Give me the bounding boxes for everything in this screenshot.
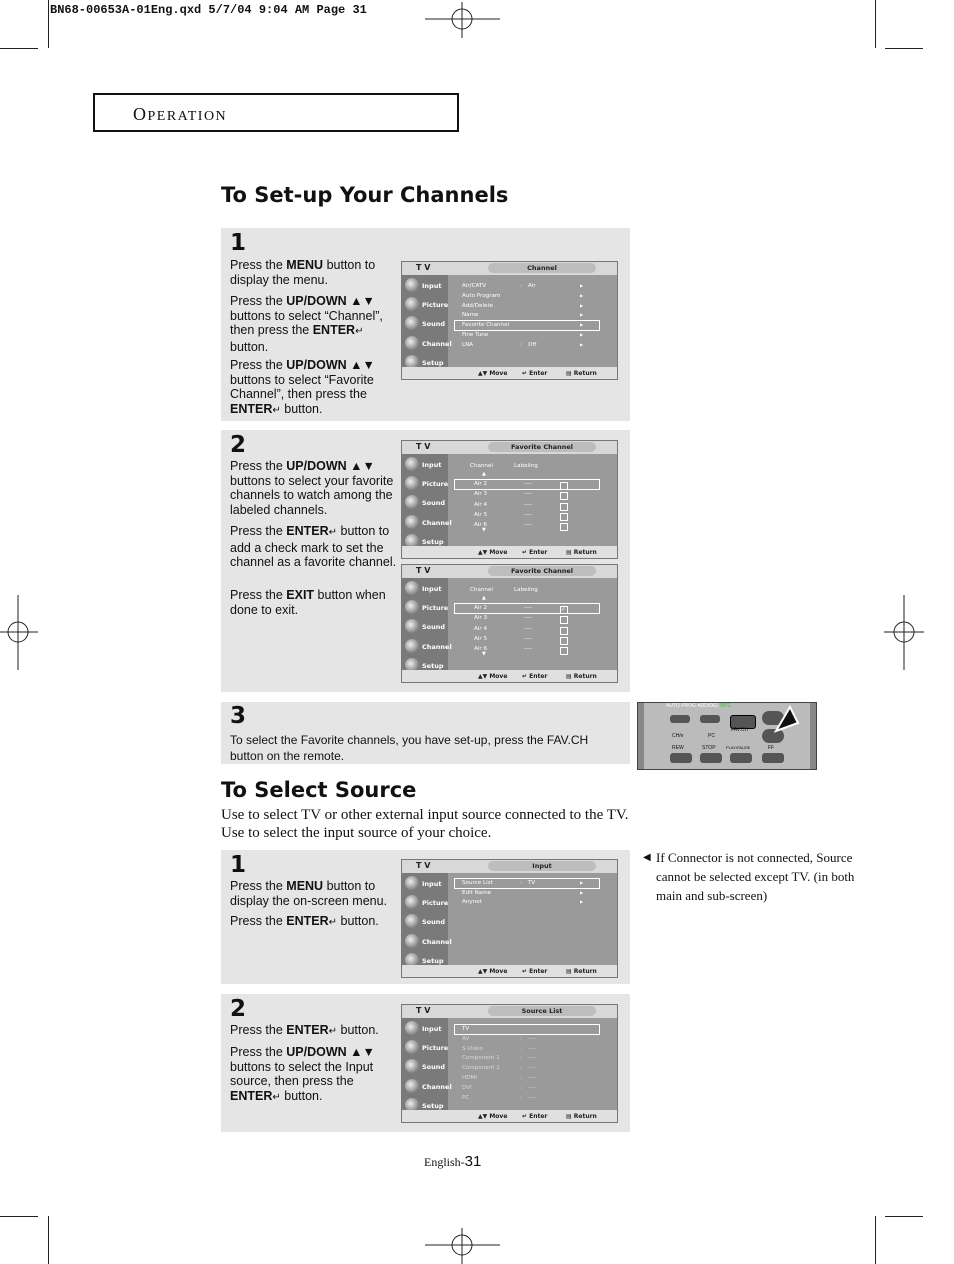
osd-side-label: Picture xyxy=(422,1044,449,1052)
osd-menu-icon xyxy=(405,1059,419,1073)
enter-icon: ↵ xyxy=(328,917,338,928)
osd-side-label: Channel xyxy=(422,1083,452,1091)
step-text: Press the MENU button to display the on-screen menu. xyxy=(230,879,388,908)
osd-channel-label: Air 3 xyxy=(474,491,488,498)
osd-menu-icon xyxy=(405,278,419,292)
osd-side-label: Input xyxy=(422,282,442,290)
osd-side-label: Setup xyxy=(422,1102,444,1110)
osd-source-list: T V Source List Input Picture Sound Channel Setup ▲▼ Move ↵ Enter ▤ Return TV AV : ---- S-Video : ---- Component 1 : ---- Component 2 : ---- HDMI : ---- DVI : ---- PC : ---- xyxy=(401,1004,618,1123)
step-text: Press the UP/DOWN ▲▼ buttons to select your favorite channels to watch among the labeled channels. xyxy=(230,459,394,517)
source-intro-2: Use to select the input source of your choice. xyxy=(221,825,492,841)
osd-side-label: Channel xyxy=(422,643,452,651)
osd-side-item xyxy=(404,913,448,931)
enter-icon: ↵ xyxy=(272,404,281,416)
osd-side-label: Channel xyxy=(422,938,452,946)
triangle-left-icon: ◀ xyxy=(643,852,651,863)
osd-favorite-menu-unchecked: T V Favorite Channel Input Picture Sound Channel Setup Channel Labeling ▲ ▼ ▲▼ Move ↵ Enter ▤ Return Air 2 ---- Air 3 ---- Air 4 ---- Air 5 ---- Air 6 ---- xyxy=(401,440,618,559)
registration-mark-top xyxy=(425,2,500,40)
osd-side-label: Sound xyxy=(422,499,446,507)
checkbox-icon xyxy=(560,637,568,645)
osd-channel-label: Air 3 xyxy=(474,615,488,622)
source-title: To Select Source xyxy=(221,778,417,802)
osd-menu-icon xyxy=(405,876,419,890)
osd-menu-row: Favorite Channel ▶ xyxy=(462,322,584,329)
osd-menu-row: S-Video : ---- xyxy=(462,1045,537,1052)
step-text: Press the ENTER↵ button to add a check mark to set the channel as a favorite channel. xyxy=(230,524,397,569)
osd-side-label: Setup xyxy=(422,662,444,670)
osd-side-item xyxy=(404,514,452,532)
osd-menu-icon xyxy=(405,515,419,529)
osd-menu-icon xyxy=(405,1021,419,1035)
osd-menu-icon xyxy=(405,600,419,614)
step-text: Press the ENTER↵ button. xyxy=(230,1023,379,1037)
page-number: English-31 xyxy=(424,1153,482,1170)
osd-side-item xyxy=(404,335,452,353)
enter-icon: ↵ xyxy=(328,527,338,538)
osd-menu-row: LNA : Off ▶ xyxy=(462,341,584,348)
osd-label-value: ---- xyxy=(524,615,533,622)
osd-side-item xyxy=(404,277,448,295)
step-number: 2 xyxy=(230,432,247,458)
osd-side-label: Sound xyxy=(422,918,446,926)
osd-side-item xyxy=(404,296,448,314)
enter-icon: ↵ xyxy=(272,1091,281,1103)
osd-channel-label: Air 4 xyxy=(474,501,488,508)
osd-side-item xyxy=(404,933,452,951)
osd-menu-row: Anynet ▶ xyxy=(462,899,584,905)
osd-side-label: Input xyxy=(422,461,442,469)
osd-side-item xyxy=(404,1058,448,1076)
osd-side-item xyxy=(404,618,448,636)
checkbox-icon xyxy=(560,647,568,655)
osd-side-label: Sound xyxy=(422,623,446,631)
registration-mark-left xyxy=(0,595,40,670)
osd-label-value: ---- xyxy=(524,635,533,642)
osd-label-value: ---- xyxy=(524,481,533,487)
osd-side-item xyxy=(404,456,448,474)
osd-side-item xyxy=(404,475,448,493)
osd-side-label: Setup xyxy=(422,538,444,546)
step-text: Press the UP/DOWN ▲▼ buttons to select “Channel”, then press the ENTER↵ button. xyxy=(230,294,383,354)
step-text: Press the UP/DOWN ▲▼ buttons to select the Input source, then press the ENTER↵ button. xyxy=(230,1045,375,1103)
registration-mark-right xyxy=(884,595,924,670)
osd-menu-row: Component 1 : ---- xyxy=(462,1055,537,1062)
osd-menu-icon xyxy=(405,1040,419,1054)
osd-side-item xyxy=(404,599,448,617)
osd-label-value: ---- xyxy=(524,646,533,653)
osd-menu-row: Edit Name ▶ xyxy=(462,889,584,896)
osd-side-item xyxy=(404,1039,448,1057)
osd-menu-icon xyxy=(405,619,419,633)
step-text: Press the MENU button to display the menu. xyxy=(230,258,376,287)
osd-side-item xyxy=(404,494,448,512)
checkbox-icon xyxy=(560,627,568,635)
osd-side-label: Input xyxy=(422,585,442,593)
osd-menu-row: Name ▶ xyxy=(462,312,584,319)
note-text: If Connector is not connected, Source cannot be selected except TV. (in both main and sub-screen) xyxy=(656,850,855,903)
osd-channel-label: Air 2 xyxy=(474,481,488,487)
osd-side-item xyxy=(404,1078,452,1096)
osd-menu-row: Auto Program ▶ xyxy=(462,292,584,299)
osd-side-label: Setup xyxy=(422,957,444,965)
checkbox-icon xyxy=(560,616,568,624)
osd-label-value: ---- xyxy=(524,522,533,529)
step-number: 1 xyxy=(230,852,247,878)
osd-label-value: ---- xyxy=(524,511,533,518)
osd-favorite-menu-checked: T V Favorite Channel Input Picture Sound Channel Setup Channel Labeling ▲ ▼ ▲▼ Move ↵ Enter ▤ Return Air 2 ---- ✓ Air 3 ---- Air 4 ---- Air 5 ---- Air 6 ---- xyxy=(401,564,618,683)
step-text: To select the Favorite channels, you have set-up, press the FAV.CH button on the remote. xyxy=(230,733,589,763)
osd-channel-label: Air 5 xyxy=(474,511,488,518)
osd-channel-menu: T V Channel Input Picture Sound Channel Setup ▲▼ Move ↵ Enter ▤ Return Air/CATV : Air ▶ Auto Program ▶ Add/Delete ▶ Name ▶ Favorite Channel ▶ Fine Tune ▶ LNA : Off ▶ xyxy=(401,261,618,380)
osd-menu-row: Fine Tune ▶ xyxy=(462,332,584,338)
source-intro-1: Use to select TV or other external input source connected to the TV. xyxy=(221,807,629,823)
osd-side-item xyxy=(404,1020,448,1038)
osd-menu-row: DVI : ---- xyxy=(462,1084,537,1091)
osd-channel-label: Air 4 xyxy=(474,625,488,632)
osd-menu-row: PC : ---- xyxy=(462,1094,537,1101)
osd-side-label: Picture xyxy=(422,899,449,907)
osd-channel-label: Air 5 xyxy=(474,635,488,642)
step-text: Press the ENTER↵ button. xyxy=(230,914,379,928)
osd-menu-icon xyxy=(405,336,419,350)
step-text: Press the EXIT button when done to exit. xyxy=(230,588,386,617)
osd-side-label: Sound xyxy=(422,320,446,328)
osd-menu-icon xyxy=(405,495,419,509)
checkbox-icon xyxy=(560,482,568,490)
osd-side-item xyxy=(404,580,448,598)
step-number: 3 xyxy=(230,703,247,729)
osd-menu-row: AV : ---- xyxy=(462,1035,537,1042)
osd-menu-icon xyxy=(405,297,419,311)
osd-menu-icon xyxy=(405,914,419,928)
remote-control-image: AUTO PROG ADD/DEL BPS CH/e PC FAV.CH REW STOP PLAY/PAUSE FF xyxy=(637,702,817,770)
osd-selection-highlight xyxy=(454,1024,600,1035)
osd-menu-row: Source List : TV ▶ xyxy=(462,880,584,886)
osd-menu-icon xyxy=(405,639,419,653)
remote-top-labels: AUTO PROG ADD/DEL BPS xyxy=(666,703,731,709)
osd-menu-row: Air/CATV : Air ▶ xyxy=(462,283,584,289)
channels-title: To Set-up Your Channels xyxy=(221,183,509,207)
osd-side-label: Input xyxy=(422,880,442,888)
osd-label-value: ---- xyxy=(524,625,533,632)
osd-side-label: Channel xyxy=(422,519,452,527)
checkbox-icon: ✓ xyxy=(561,606,567,613)
osd-menu-icon xyxy=(405,934,419,948)
checkbox-icon xyxy=(560,492,568,500)
osd-label-value: ---- xyxy=(524,501,533,508)
osd-menu-icon xyxy=(405,895,419,909)
osd-side-label: Picture xyxy=(422,301,449,309)
osd-menu-icon xyxy=(405,316,419,330)
osd-side-label: Sound xyxy=(422,1063,446,1071)
registration-mark-bottom xyxy=(425,1228,500,1264)
osd-menu-icon xyxy=(405,476,419,490)
note xyxy=(643,848,863,905)
osd-menu-row: HDMI : ---- xyxy=(462,1075,537,1081)
osd-side-item xyxy=(404,894,448,912)
checkbox-icon xyxy=(560,523,568,531)
step-number: 2 xyxy=(230,996,247,1022)
osd-label-value: ---- xyxy=(524,491,533,498)
osd-side-label: Picture xyxy=(422,480,449,488)
osd-menu-icon xyxy=(405,457,419,471)
enter-icon: ↵ xyxy=(328,1026,338,1037)
section-title: OPERATION xyxy=(133,104,228,124)
osd-menu-icon xyxy=(405,581,419,595)
osd-channel-label: Air 6 xyxy=(474,646,488,653)
osd-side-label: Picture xyxy=(422,604,449,612)
file-header: BN68-00653A-01Eng.qxd 5/7/04 9:04 AM Page 31 xyxy=(50,3,367,17)
osd-side-label: Setup xyxy=(422,359,444,367)
step-text: Press the UP/DOWN ▲▼ buttons to select “Favorite Channel”, then press the ENTER↵ button. xyxy=(230,358,375,416)
osd-side-label: Input xyxy=(422,1025,442,1033)
step-number: 1 xyxy=(230,230,247,256)
osd-side-item xyxy=(404,315,448,333)
osd-menu-row: Add/Delete ▶ xyxy=(462,302,584,309)
osd-menu-row: Component 2 : ---- xyxy=(462,1065,537,1072)
osd-input-menu: T V Input Input Picture Sound Channel Setup ▲▼ Move ↵ Enter ▤ Return Source List : TV ▶ Edit Name ▶ Anynet ▶ xyxy=(401,859,618,978)
checkbox-icon xyxy=(560,503,568,511)
enter-icon: ↵ xyxy=(355,326,364,337)
osd-menu-row: TV xyxy=(462,1026,470,1032)
osd-label-value: ---- xyxy=(524,605,533,611)
osd-side-item xyxy=(404,875,448,893)
osd-side-item xyxy=(404,638,452,656)
checkbox-icon xyxy=(560,513,568,521)
osd-side-label: Channel xyxy=(422,340,452,348)
osd-channel-label: Air 2 xyxy=(474,605,488,611)
osd-channel-label: Air 6 xyxy=(474,522,488,529)
osd-menu-icon xyxy=(405,1079,419,1093)
